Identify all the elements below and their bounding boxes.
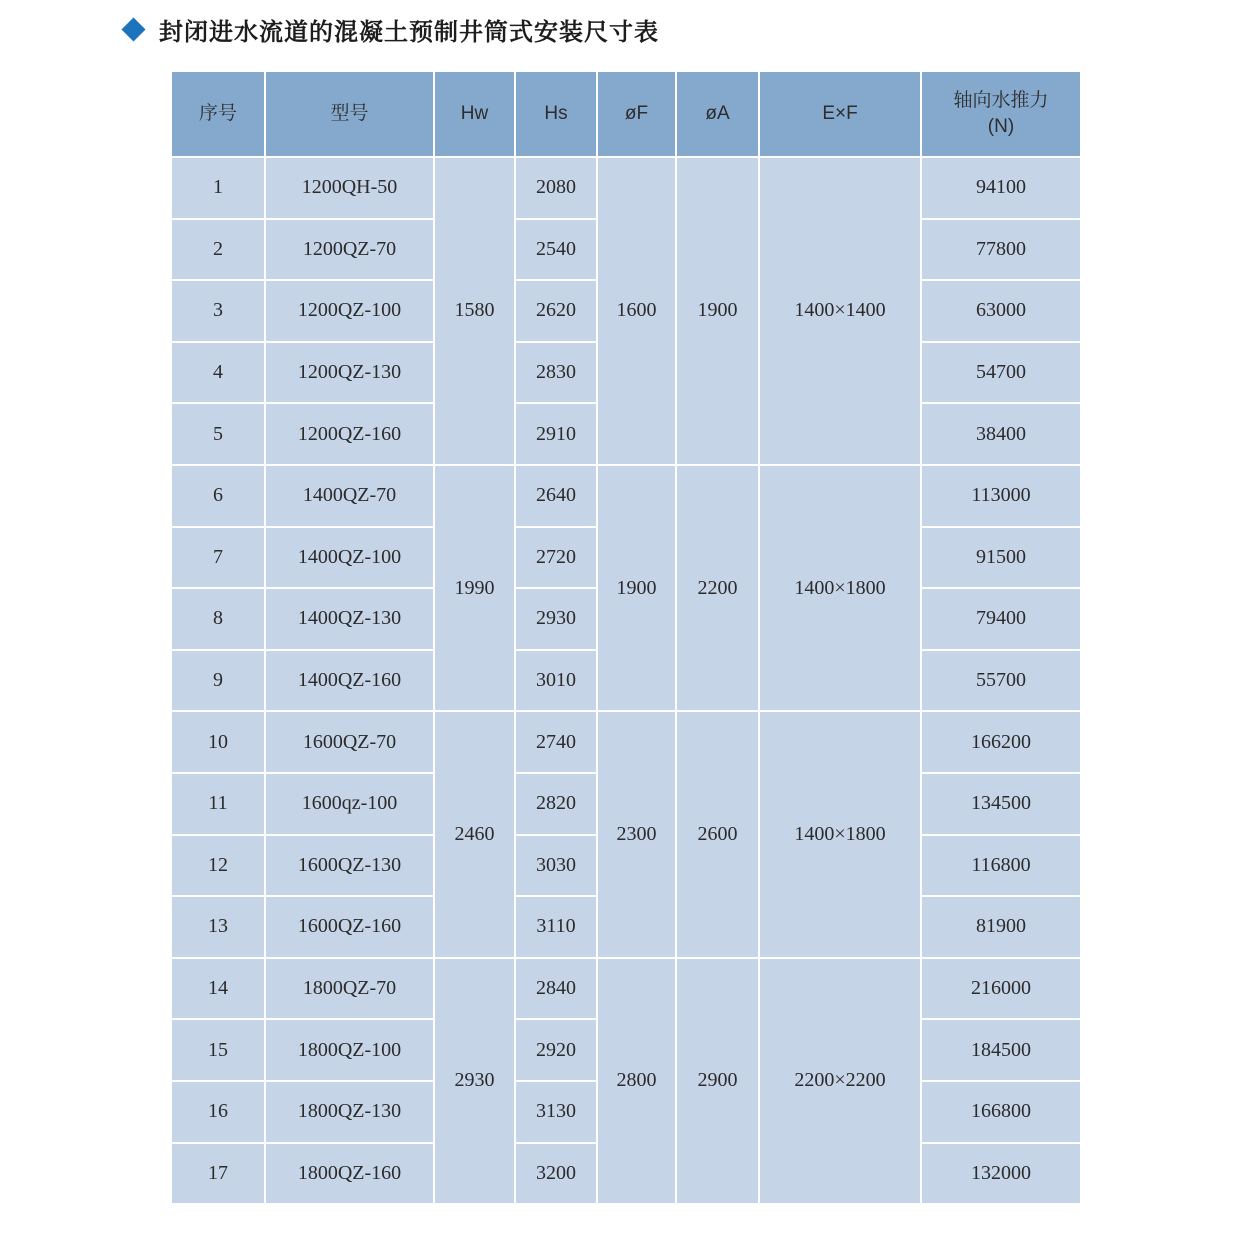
cell-no: 5 — [172, 404, 264, 464]
page-title: 封闭进水流道的混凝土预制井筒式安装尺寸表 — [159, 18, 659, 46]
cell-hw: 2460 — [435, 712, 514, 956]
col-header-model: 型号 — [266, 72, 433, 156]
cell-hs: 2540 — [516, 220, 596, 280]
cell-hs: 3030 — [516, 836, 596, 896]
cell-no: 8 — [172, 589, 264, 649]
cell-thrust: 132000 — [922, 1144, 1080, 1204]
cell-no: 14 — [172, 959, 264, 1019]
cell-thrust: 63000 — [922, 281, 1080, 341]
cell-of: 1900 — [598, 466, 675, 710]
cell-model: 1200QZ-70 — [266, 220, 433, 280]
cell-hs: 2930 — [516, 589, 596, 649]
cell-no: 9 — [172, 651, 264, 711]
cell-model: 1200QH-50 — [266, 158, 433, 218]
cell-exf: 1400×1800 — [760, 712, 920, 956]
cell-model: 1400QZ-70 — [266, 466, 433, 526]
cell-thrust: 77800 — [922, 220, 1080, 280]
cell-no: 11 — [172, 774, 264, 834]
cell-no: 15 — [172, 1020, 264, 1080]
cell-model: 1600QZ-130 — [266, 836, 433, 896]
cell-model: 1600QZ-160 — [266, 897, 433, 957]
cell-thrust: 91500 — [922, 528, 1080, 588]
table-row — [172, 158, 1080, 218]
cell-no: 4 — [172, 343, 264, 403]
cell-model: 1800QZ-160 — [266, 1144, 433, 1204]
cell-thrust: 216000 — [922, 959, 1080, 1019]
cell-no: 10 — [172, 712, 264, 772]
col-header-thrust-line2: (N) — [987, 116, 1015, 137]
cell-thrust: 134500 — [922, 774, 1080, 834]
cell-hs: 2620 — [516, 281, 596, 341]
cell-no: 3 — [172, 281, 264, 341]
cell-oa: 2900 — [677, 959, 758, 1203]
cell-thrust: 54700 — [922, 343, 1080, 403]
cell-oa: 1900 — [677, 158, 758, 464]
cell-hs: 3010 — [516, 651, 596, 711]
cell-of: 2300 — [598, 712, 675, 956]
cell-no: 6 — [172, 466, 264, 526]
cell-hs: 2920 — [516, 1020, 596, 1080]
col-header-hw: Hw — [435, 72, 514, 156]
cell-exf: 2200×2200 — [760, 959, 920, 1203]
cell-hs: 2640 — [516, 466, 596, 526]
cell-model: 1800QZ-130 — [266, 1082, 433, 1142]
cell-exf: 1400×1800 — [760, 466, 920, 710]
cell-hs: 2830 — [516, 343, 596, 403]
cell-hs: 3200 — [516, 1144, 596, 1204]
cell-thrust: 81900 — [922, 897, 1080, 957]
col-header-no: 序号 — [172, 72, 264, 156]
cell-of: 2800 — [598, 959, 675, 1203]
cell-hw: 2930 — [435, 959, 514, 1203]
spec-table — [170, 70, 1082, 1205]
cell-oa: 2200 — [677, 466, 758, 710]
cell-model: 1400QZ-130 — [266, 589, 433, 649]
header-row — [172, 72, 1080, 156]
cell-no: 16 — [172, 1082, 264, 1142]
col-header-thrust — [922, 72, 1080, 156]
cell-model: 1400QZ-160 — [266, 651, 433, 711]
table-row — [172, 959, 1080, 1019]
section-title — [122, 11, 659, 47]
cell-hs: 2820 — [516, 774, 596, 834]
cell-hs: 3110 — [516, 897, 596, 957]
col-header-exf: E×F — [760, 72, 920, 156]
cell-hs: 2080 — [516, 158, 596, 218]
cell-hs: 2720 — [516, 528, 596, 588]
diamond-icon — [121, 17, 145, 41]
cell-no: 7 — [172, 528, 264, 588]
cell-model: 1200QZ-100 — [266, 281, 433, 341]
cell-oa: 2600 — [677, 712, 758, 956]
cell-no: 2 — [172, 220, 264, 280]
cell-model: 1600QZ-70 — [266, 712, 433, 772]
cell-model: 1800QZ-70 — [266, 959, 433, 1019]
cell-hw: 1990 — [435, 466, 514, 710]
cell-model: 1600qz-100 — [266, 774, 433, 834]
cell-hs: 2840 — [516, 959, 596, 1019]
col-header-oa: øA — [677, 72, 758, 156]
cell-thrust: 116800 — [922, 836, 1080, 896]
cell-no: 13 — [172, 897, 264, 957]
cell-model: 1400QZ-100 — [266, 528, 433, 588]
cell-thrust: 79400 — [922, 589, 1080, 649]
cell-model: 1200QZ-130 — [266, 343, 433, 403]
cell-thrust: 113000 — [922, 466, 1080, 526]
cell-thrust: 38400 — [922, 404, 1080, 464]
cell-hs: 2740 — [516, 712, 596, 772]
cell-hs: 3130 — [516, 1082, 596, 1142]
cell-of: 1600 — [598, 158, 675, 464]
table-row — [172, 466, 1080, 526]
cell-no: 1 — [172, 158, 264, 218]
cell-thrust: 184500 — [922, 1020, 1080, 1080]
col-header-of: øF — [598, 72, 675, 156]
table-row — [172, 712, 1080, 772]
cell-hw: 1580 — [435, 158, 514, 464]
col-header-hs: Hs — [516, 72, 596, 156]
cell-hs: 2910 — [516, 404, 596, 464]
cell-model: 1200QZ-160 — [266, 404, 433, 464]
cell-thrust: 55700 — [922, 651, 1080, 711]
cell-thrust: 166800 — [922, 1082, 1080, 1142]
cell-model: 1800QZ-100 — [266, 1020, 433, 1080]
cell-thrust: 166200 — [922, 712, 1080, 772]
col-header-thrust-line1: 轴向水推力 — [953, 90, 1049, 112]
cell-no: 17 — [172, 1144, 264, 1204]
cell-no: 12 — [172, 836, 264, 896]
cell-exf: 1400×1400 — [760, 158, 920, 464]
cell-thrust: 94100 — [922, 158, 1080, 218]
